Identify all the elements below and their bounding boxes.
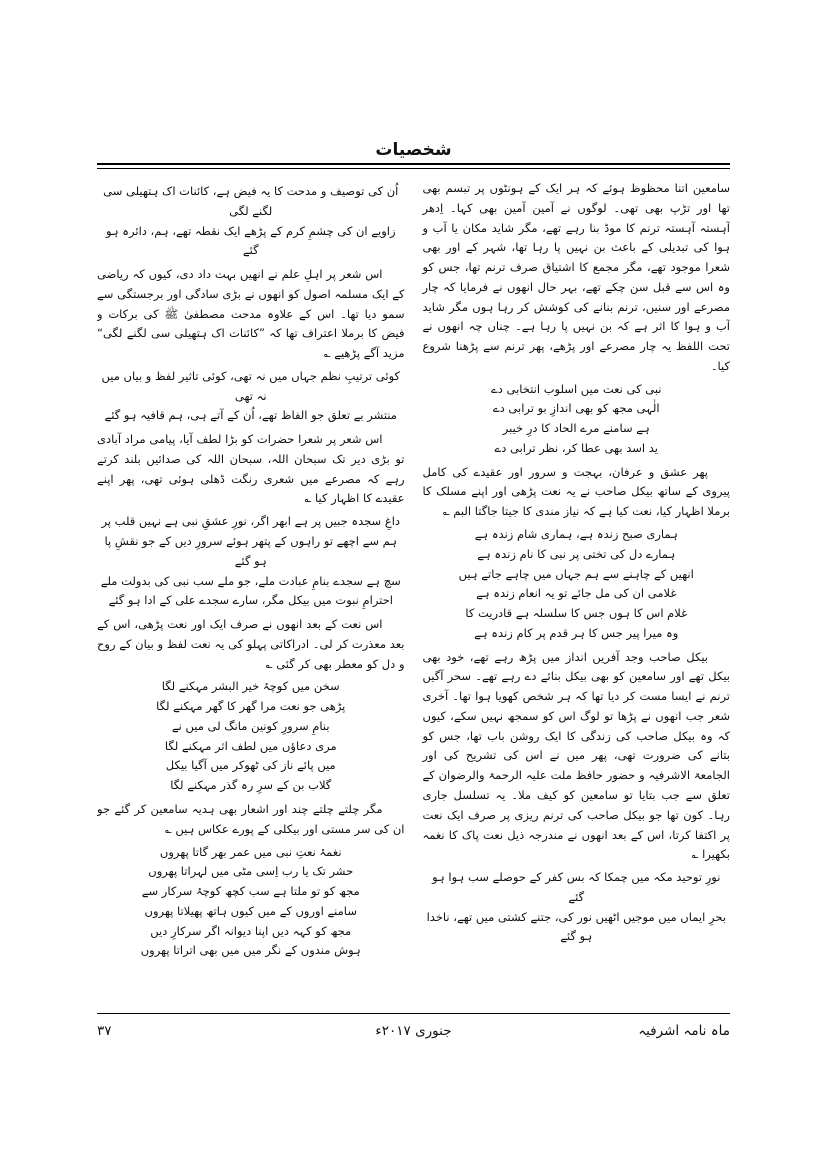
verse-line: نورِ توحید مکہ میں چمکا کہ بس کفر کے حوصلے سب ہوا ہو گئے — [432, 870, 721, 904]
right-column-paragraph-5: بیکل صاحب وجد آفریں انداز میں پڑھ رہے تھے، خود بھی بیکل تھے اور سامعین کو بھی بیکل بنائے دے رہے تھے۔ سحر آگیں ترنم نے ایسا مست کر دیا تھا کہ ہر شخص کھویا ہوا تھا۔ آخری شعر جب انھوں نے پڑھا تو لوگ اس کو سمجھ نہیں سکے، کیوں کہ وہ بیکل صاحب کی زندگی کا ایک روشن باب تھا، جس کو بتانے کی ضرورت تھی، پھر میں نے اس کی تشریح کی اور الجامعۃ الاشرفیہ و حضور حافظ ملت علیہ الرحمۃ والرضوان کے تعلق سے جب بتایا تو سامعین کو کیف ملا۔ یہ تسلسل جاری رہا۔ کون تھا جو بیکل صاحب کی ترنم ریزی پر صرف ایک نعت پر اکتفا کرتا، اس کے بعد انھوں نے مندرجہ ذیل نعت پاک کا نغمہ بکھیرا ؎ — [422, 649, 730, 862]
verse-line: غلام اس کا ہوں جس کا سلسلہ ہے قادریت کا — [465, 606, 688, 621]
right-column-verse-4 — [423, 525, 731, 644]
verse-line: ہوش مندوں کے نگر میں میں بھی اتراتا پھروں — [140, 943, 361, 958]
right-column-paragraph-1: سامعین اتنا محظوظ ہوئے کہ ہر ایک کے ہونٹوں پر تبسم بھی تھا اور تڑپ بھی تھی۔ لوگوں نے آمین آمین بھی کہا۔ اِدھر آہستہ آہستہ ترنم کا موڈ بنا رہے تھے، مگر شاید مکان یا آب و ہوا کی تبدیلی کے باعث بن نہیں پا رہا تھا، شہر کے اور بھی شعرا موجود تھے، مگر مجمع کا اشتیاق صرف ترنم تھا، جس کو وہ اس سے قبل سن چکے تھے، بہر حال انھوں نے فرمایا کہ چار مصرعے اور سنیں، ترنم بنانے کی کوشش کر رہا ہوں مگر شاید آب و ہوا کا اثر ہے کہ بن نہیں پا رہا ہے۔ چناں چہ انھوں نے تحت اللفظ یہ چار مصرعے اور پڑھے، پھر ترنم سے پڑھنا شروع کیا۔ — [422, 181, 730, 373]
verse-line: بحرِ ایماں میں موجیں اٹھیں نور کی، جتنے کشتی میں تھے، ناخدا ہو گئے — [426, 909, 726, 944]
verse-line: ہمارے دل کی تختی پر نبی کا نام زندہ ہے — [477, 546, 676, 561]
left-column-verse-5 — [97, 512, 405, 611]
footer-row — [97, 1014, 730, 1039]
verse-line: میں پائے ناز کی ٹھوکر میں آگیا بیکل — [165, 758, 336, 773]
right-column-verse-2 — [423, 380, 731, 459]
article-body — [97, 169, 730, 1007]
verse-line: غلامی ان کی مل جائے تو یہ انعام زندہ ہے — [476, 586, 677, 601]
verse-line: منتشر بے تعلق جو الفاظ تھے، اُن کے آتے ہی، ہم قافیہ ہو گئے — [104, 408, 397, 423]
verse-line: مجھ کو تو ملتا ہے سب کچھ کوچۂ سرکار سے — [141, 884, 360, 899]
page-header — [97, 140, 730, 169]
verse-line: ہم سے اچھے تو راہوں کے پتھر ہوئے سرورِ دیں کے جو نقشِ پا ہو گئے — [104, 534, 398, 568]
page-content — [97, 140, 730, 1039]
verse-line: انھیں کے چاہنے سے ہم جہاں میں چاہے جاتے ہیں — [458, 566, 694, 581]
verse-line: کوئی ترتیبِ نظم جہاں میں نہ تھی، کوئی تاثیر لفظ و بیاں میں نہ تھی — [101, 368, 400, 403]
column-left — [97, 179, 405, 1007]
verse-line: زاویے ان کی چشمِ کرم کے پڑھے ایک نقطہ تھے، ہم، دائرہ ہو گئے — [105, 223, 396, 258]
verse-line: احترامِ نبوت میں بیکل مگر، سارے سجدے علی کے ادا ہو گئے — [108, 593, 393, 608]
page-number: ۳۷ — [97, 1023, 112, 1039]
left-column-verse-9 — [97, 843, 405, 962]
magazine-name: ماہ نامہ اشرفیہ — [638, 1023, 730, 1039]
verse-line: گلاب بن کے سرِ رہ گذر مہکنے لگا — [170, 778, 332, 793]
left-column-paragraph-2: اس شعر پر اہلِ علم نے انھیں بہت داد دی، کیوں کہ ریاضی کے ایک مسلمہ اصول کو انھوں نے بڑی سادگی اور برجستگی سے سمو دیا تھا۔ اس کے علاوہ مدحت مصطفیٰ ﷺ کی برکات و فیض کا برملا اعتراف تھا کہ ”کائنات اک ہتھیلی سی لگنے لگی“ مزید آگے پڑھیے ؎ — [97, 267, 405, 361]
left-column-paragraph-8: مگر چلتے چلتے چند اور اشعار بھی ہدیہ سامعین کر گئے جو ان کی سر مستی اور بیکلی کے پورے عکاس ہیں ؎ — [97, 801, 405, 836]
verse-line: سامنے اوروں کے میں کیوں ہاتھ پھیلاتا پھروں — [144, 903, 357, 918]
verse-line: مری دعاؤں میں لطف اثر مہکنے لگا — [164, 738, 337, 753]
verse-line: نبی کی نعت میں اسلوب انتخابی دے — [490, 381, 662, 396]
verse-line: وہ میرا پیر جس کا ہر قدم پر کام زندہ ہے — [474, 625, 679, 640]
verse-line: پڑھی جو نعت مرا گھر کا گھر مہکنے لگا — [156, 699, 346, 714]
verse-line: الٰہی مجھ کو بھی اندازِ بو ترابی دے — [492, 401, 660, 416]
verse-line: سخن میں کوچۂ خیر البشر مہکنے لگا — [161, 679, 340, 694]
verse-line: نغمۂ نعتِ نبی میں عمر بھر گاتا پھروں — [159, 844, 342, 859]
verse-line: سچ ہے سجدے بنامِ عبادت ملے، جو ملے سب نبی کی بدولت ملے — [100, 573, 401, 588]
verse-line: ید اسد بھی عطا کر، نظر ترابی دے — [494, 440, 658, 455]
right-column-verse-6 — [423, 868, 731, 947]
verse-line: حشر تک یا رب اِسی مٹی میں لہراتا پھروں — [148, 864, 354, 879]
left-column-verse-7 — [97, 677, 405, 796]
left-column-verse-3 — [97, 367, 405, 426]
verse-line: مجھ کو کہہ دیں اپنا دیوانہ اگر سرکارِ دیں — [150, 923, 352, 938]
column-right — [423, 179, 731, 1007]
page-footer — [97, 1007, 730, 1039]
left-column-verse-1 — [97, 182, 405, 261]
verse-line: ہماری صبح زندہ ہے، ہماری شام زندہ ہے — [474, 527, 678, 542]
left-column-paragraph-6: اس نعت کے بعد انھوں نے صرف ایک اور نعت پڑھی، اس کے بعد معذرت کر لی۔ ادراکاتی پہلو کی یہ نعت لفظ و بیان کے روح و دل کو معطر بھی کر گئی ؎ — [97, 617, 405, 671]
issue-date: جنوری ۲۰۱۷ء — [375, 1023, 452, 1039]
section-title: شخصیات — [375, 140, 452, 160]
left-column-paragraph-4: اس شعر پر شعرا حضرات کو بڑا لطف آیا، پیامی مراد آبادی تو بڑی دیر تک سبحان اللہ، سبحان اللہ کی صدائیں بلند کرتے رہے کہ مصرعے میں شعری رنگت ڈھلی ہوئی تھی، پھر اپنے عقیدے کا اظہار کیا ؎ — [97, 432, 405, 506]
right-column-paragraph-3: پھر عشق و عرفان، بہجت و سرور اور عقیدے کی کامل پیروی کے ساتھ بیکل صاحب نے یہ نعت پڑھی اور اپنے مسلک کا برملا اظہار کیا، نعت کیا ہے کہ نیاز مندی کا جیتا جاگتا البم ؎ — [422, 464, 730, 519]
verse-line: اُن کی توصیف و مدحت کا یہ فیض ہے، کائنات اک ہتھیلی سی لگنے لگی — [103, 184, 399, 218]
verse-line: داغِ سجدہ جبیں پر ہے ابھر اگر، نورِ عشقِ نبی ہے نہیں قلب پر — [101, 514, 401, 529]
verse-line: ہے سامنے مرے الحاد کا درِ خیبر — [502, 421, 650, 436]
verse-line: بنامِ سرورِ کونین مانگ لی میں نے — [171, 718, 330, 733]
